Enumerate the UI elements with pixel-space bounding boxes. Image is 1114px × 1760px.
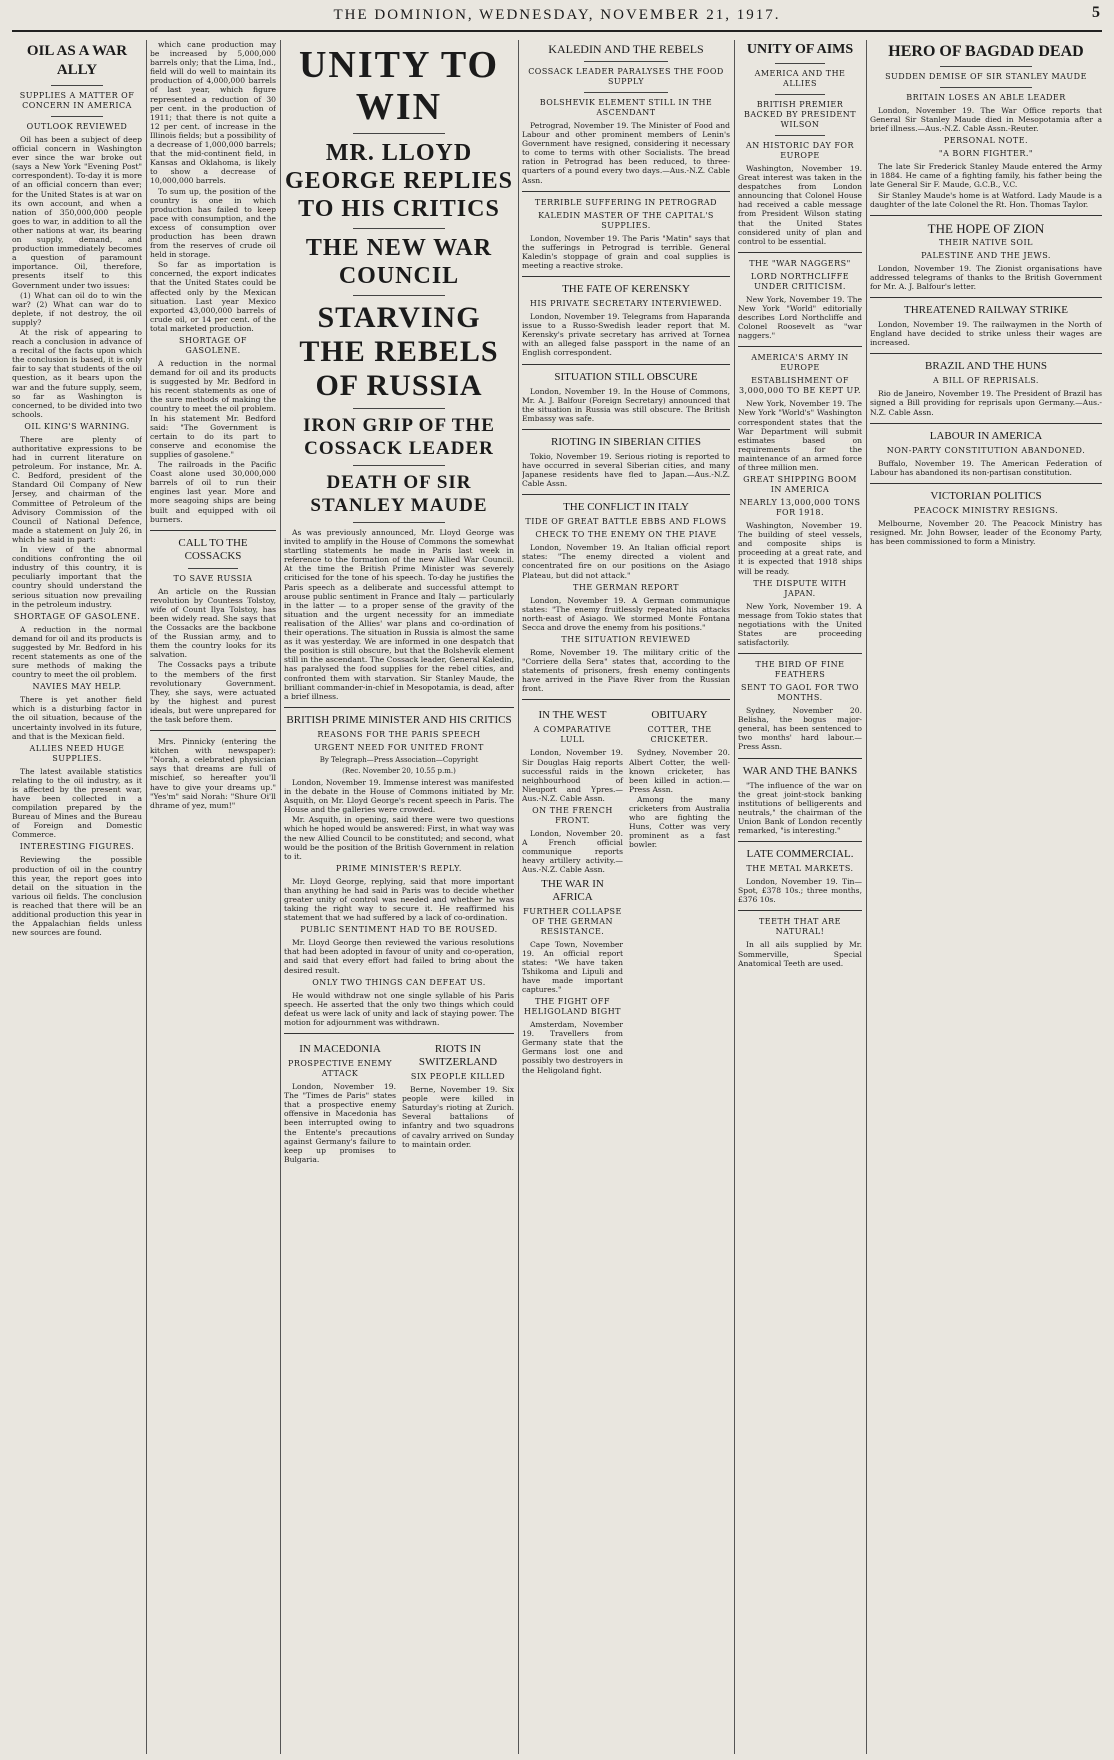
- aims-headline: UNITY OF AIMS: [746, 42, 854, 57]
- pm-headline: BRITISH PRIME MINISTER AND HIS CRITICS: [286, 713, 512, 726]
- column-rule: [146, 40, 147, 1754]
- west-headline: IN THE WEST: [538, 709, 607, 722]
- oil-cont-para: So far as importation is concerned, the export indicates that the United States could be affected only by the Mexican situation. Last year Mexico exported 43,000,000 barrels of crude oil, or 14 per cent. of the total marketed production.: [150, 260, 276, 333]
- swiss-para: Berne, November 19. Six people were killed in Saturday's rioting at Zurich. Several battalions of infantry and two squadrons of cavalry arrived on Sunday to maintain order.: [402, 1085, 514, 1149]
- swiss-brief: [402, 1040, 514, 1165]
- obituary-para: Among the many cricketers from Australia who are fighting the Huns, Cotter was very prominent as a fast bowler.: [629, 794, 730, 850]
- oil-section-head: SHORTAGE OF GASOLENE.: [13, 611, 141, 621]
- main-headline: UNITY TO WIN: [298, 44, 500, 128]
- pm-dateline: (Rec. November 20, 10.55 p.m.): [342, 766, 456, 775]
- column-kaledin: [522, 40, 730, 1754]
- oil-subhead-2: OUTLOOK REVIEWED: [26, 122, 128, 131]
- teeth-ad-headline: TEETH THAT ARE NATURAL!: [758, 917, 842, 937]
- pm-section-head: PUBLIC SENTIMENT HAD TO BE ROUSED.: [300, 925, 498, 935]
- africa-headline: THE WAR IN AFRICA: [541, 877, 604, 903]
- oil-para: At the risk of appearing to reach a conclusion in advance of a recital of the facts upon which the conclusion is based, it is only fair to say that students of the oil question, as it bears upon the war and the future supply, seem, so far as Washington is concerned, to be divided into two schools.: [12, 327, 142, 419]
- victorian-subhead: PEACOCK MINISTRY RESIGNS.: [913, 505, 1059, 515]
- zion-subhead: THEIR NATIVE SOIL: [939, 237, 1033, 247]
- pm-byline: By Telegraph—Press Association—Copyright: [319, 755, 479, 764]
- oil-section-head: NAVIES MAY HELP.: [32, 682, 122, 692]
- labour-subhead: NON-PARTY CONSTITUTION ABANDONED.: [886, 445, 1086, 455]
- petrograd-headline: TERRIBLE SUFFERING IN PETROGRAD: [534, 197, 718, 207]
- oil-para: There is yet another field which is a disturbing factor in the oil situation, because of the uncertainty involved in its future, and that is the Mexican field.: [12, 695, 142, 741]
- aims-para: Washington, November 19. Great interest was taken in the despatches from London announcing that Colonel House had received a cable message from President Wilson stating that the United States considered unity of plan and control to be essential.: [738, 164, 862, 246]
- german-report-head: THE GERMAN REPORT: [573, 582, 679, 592]
- italy-para: London, November 19. An Italian official report states: "The enemy directed a violent and concentrated fire on our positions on the Asiago Plateau, but did not attack.": [522, 543, 730, 580]
- swiss-headline: RIOTS IN SWITZERLAND: [418, 1043, 498, 1069]
- kerensky-para: London, November 19. Telegrams from Haparanda issue to a Russo-Swedish leader report that M. Kerensky's private secretary has arrived at Tornea with an alleged false passport in the name of an English correspondent.: [522, 312, 730, 358]
- masthead: [12, 0, 1102, 32]
- column-rule: [734, 40, 735, 1754]
- column-rule: [518, 40, 519, 1754]
- cossacks-headline: CALL TO THE COSSACKS: [178, 536, 248, 562]
- labour-headline: LABOUR IN AMERICA: [929, 429, 1043, 442]
- lower-briefs: [522, 706, 730, 1075]
- strike-para: London, November 19. The railwaymen in the North of England have decided to strike unless their wages are increased.: [870, 320, 1102, 348]
- masthead-title: THE DOMINION, WEDNESDAY, NOVEMBER 21, 1917.: [333, 6, 781, 23]
- pm-para: Mr. Lloyd George then reviewed the various resolutions that had been adopted in favour of unity and co-operation, and said that every effort had failed to bring about the desired result.: [284, 938, 514, 975]
- heligoland-para: Amsterdam, November 19. Travellers from Germany state that the Germans lost one and possibly two destroyers in the Heligoland fight.: [522, 1020, 623, 1075]
- oil-section-head: ALLIES NEED HUGE SUPPLIES.: [29, 743, 125, 763]
- west-brief: [522, 706, 623, 1075]
- oil-section-head: INTERESTING FIGURES.: [19, 842, 135, 852]
- main-subhead-1: MR. LLOYD GEORGE REPLIES TO HIS CRITICS: [284, 140, 514, 222]
- shipping-para: Washington, November 19. The building of steel vessels, and composite ships is proceeding at a great rate, and it is expected that 1918 ships will be ready.: [738, 521, 862, 576]
- pm-para: Mr. Lloyd George, replying, said that more important than anything he had said in Paris was to decide whether greater unity of control was needed and whether he was taking the right way to secure it. He reaffirmed his statement that we had suffered by a lack of co-ordination.: [284, 876, 514, 923]
- oil-para: In view of the abnormal conditions confronting the oil industry of this country, it is peculiarly important that the country should understand the serious situation now prevailing in the petroleum industry.: [12, 545, 142, 609]
- oil-para: Reviewing the possible production of oil in the country this year, the report goes into detail on the situation in the various oil fields. The conclusion is reached that there will be an additional production this year in the Appalachian fields unless new sources are found.: [12, 855, 142, 938]
- oil-para: The latest available statistics relating to the oil industry, as it is affected by the present war, have been collected in a compilation prepared by the Bureau of Mines and the Bureau of Foreign and Domestic Commerce.: [12, 766, 142, 840]
- obituary-brief: [629, 706, 730, 1075]
- feathers-subhead: SENT TO GAOL FOR TWO MONTHS.: [740, 683, 859, 703]
- personal-head: PERSONAL NOTE.: [943, 136, 1029, 146]
- main-subhead-2: THE NEW WAR COUNCIL: [305, 235, 493, 289]
- oil-para: (1) What can oil do to win the war? (2) What can war do to deplete, if not destroy, the oil supply?: [12, 290, 142, 327]
- oil-headline: OIL AS A WAR ALLY: [26, 43, 128, 78]
- banks-headline: WAR AND THE BANKS: [742, 764, 858, 777]
- french-para: London, November 20. A French official communique reports heavy artillery activity.—Aus.-N.Z. Cable Assn.: [522, 829, 623, 875]
- macedonia-subhead: PROSPECTIVE ENEMY ATTACK: [287, 1059, 393, 1079]
- feathers-headline: THE BIRD OF FINE FEATHERS: [755, 660, 845, 680]
- army-para: New York, November 19. The New York "World's" Washington correspondent states that the War Department will submit estimates based on requirements for the maintenance of an armed force of three million men.: [738, 399, 862, 472]
- zion-headline: THE HOPE OF ZION: [927, 220, 1045, 236]
- siberia-para: Tokio, November 19. Serious rioting is reported to have occurred in several Siberian cities, and many Japanese residents have fled to Japan.—Aus.-N.Z. Cable Assn.: [522, 451, 730, 489]
- teeth-ad-para: In all ails supplied by Mr. Sommerville, Special Anatomical Teeth are used.: [738, 940, 862, 968]
- banks-para: "The influence of the war on the great joint-stock banking institutions of belligerents and neutrals," the chairman of the Union Bank of London recently remarked, "is interesting.": [738, 780, 862, 836]
- bagdad-headline: HERO OF BAGDAD DEAD: [888, 43, 1084, 60]
- brazil-subhead: A BILL OF REPRISALS.: [933, 376, 1039, 386]
- feathers-para: Sydney, November 20. Belisha, the bogus major-general, has been sentenced to two months' hard labour.—Press Assn.: [738, 706, 862, 752]
- main-subhead-5: DEATH OF SIR STANLEY MAUDE: [310, 472, 488, 516]
- italy-subhead-2: CHECK TO THE ENEMY ON THE PIAVE: [535, 530, 717, 540]
- heligoland-head: THE FIGHT OFF HELIGOLAND BIGHT: [523, 997, 622, 1017]
- bagdad-subhead-2: BRITAIN LOSES AN ABLE LEADER: [906, 93, 1066, 102]
- labour-para: Buffalo, November 19. The American Federation of Labour has abandoned its non-partisan constitution.: [870, 458, 1102, 477]
- oil-para: There are plenty of authoritative expressions to be had in current literature on petroleum. For instance, Mr. A. C. Bedford, president of the Standard Oil Company of New Jersey, and chairman of the Committee of Petroleum of the Advisory Commission of the Council of National Defence, made a statement on July 26, in which he said in part:: [12, 434, 142, 544]
- oil-cont-section-head: SHORTAGE OF GASOLENE.: [179, 336, 247, 355]
- oil-cont-para: To sum up, the position of the country is one in which production has failed to keep pace with consumption, and the excess of consumption over production has been drawn from the reserves of crude oil held in storage.: [150, 186, 276, 260]
- oil-cont-para: which cane production may be increased by 5,000,000 barrels only; that the Lima, Ind., field will do well to maintain its production of 4,000,000 barrels of last year, which figure represented a reduction of 30 per cent. in the production of 1911; that there is not quite a 12 per cent. of increase in the Illinois fields; but a possibility of a decrease of 1,000,000 barrels; that the mid-continent field, in Kansas and Oklahoma, is likely to show a decrease of 10,000,000 barrels.: [150, 40, 276, 186]
- column-rule: [866, 40, 867, 1754]
- petrograd-subhead: KALEDIN MASTER OF THE CAPITAL'S SUPPLIES.: [538, 210, 714, 230]
- oil-section-head: OIL KING'S WARNING.: [24, 421, 130, 431]
- brazil-para: Rio de Janeiro, November 19. The President of Brazil has signed a Bill providing for reprisals upon Germany.—Aus.-N.Z. Cable Assn.: [870, 389, 1102, 417]
- bagdad-para: Sir Stanley Maude's home is at Watford. Lady Maude is a daughter of the late Colonel the Rt. Hon. Thomas Taylor.: [870, 190, 1102, 209]
- obituary-subhead: COTTER, THE CRICKETER.: [647, 725, 712, 745]
- pm-subhead-2: URGENT NEED FOR UNITED FRONT: [314, 742, 484, 752]
- aims-subhead-2: BRITISH PREMIER BACKED BY PRESIDENT WILSON: [743, 100, 857, 129]
- swiss-subhead: SIX PEOPLE KILLED: [410, 1072, 506, 1082]
- pm-para: He would withdraw not one single syllable of his Paris speech. He asserted that the only two things which could defeat us were lack of unity and lack of staying power. The motion for adjournment was withdrawn.: [284, 990, 514, 1027]
- cossacks-subhead: TO SAVE RUSSIA: [173, 573, 253, 583]
- petrograd-para: London, November 19. The Paris "Matin" says that the sufferings in Petrograd is terrible. General Kaledin's stoppage of grain and coal supplies is meeting a reactive stroke.: [522, 233, 730, 270]
- italy-para: Rome, November 19. The military critic of the "Corriere della Sera" states that, according to the statements of prisoners, fresh enemy contingents have arrived in the Piave River from the Russian front.: [522, 648, 730, 694]
- west-para: London, November 19. Sir Douglas Haig reports successful raids in the neighbourhood of Nieuport and Ypres.—Aus.-N.Z. Cable Assn.: [522, 748, 623, 803]
- main-subhead-3: STARVING THE REBELS OF RUSSIA: [299, 301, 499, 402]
- commercial-para: London, November 19. Tin—Spot, £378 10s.; three months, £376 10s.: [738, 877, 862, 905]
- personal-subhead: "A BORN FIGHTER.": [938, 149, 1034, 159]
- oil-para: Oil has been a subject of deep official concern in Washington ever since the war broke out (says a New York "Evening Post" correspondent). To-day it is more of an official concern than ever; for the United States is at war on its own account, and when a nation of 350,000,000 people goes to war, in addition to all the other nations at war, its bearing on supply, demand, and production immediately becomes a question of paramount importance. Oil, therefore, presents itself to this Government under two issues:: [12, 135, 142, 290]
- victorian-para: Melbourne, November 20. The Peacock Ministry has resigned. Mr. John Bowser, leader of the Economy Party, has been commissioned to form a Ministry.: [870, 518, 1102, 546]
- page-number: 5: [1092, 4, 1100, 21]
- brazil-headline: BRAZIL AND THE HUNS: [925, 360, 1047, 373]
- kaledin-subhead-2: BOLSHEVIK ELEMENT STILL IN THE ASCENDANT: [539, 98, 713, 117]
- obituary-headline: OBITUARY: [651, 709, 708, 722]
- italy-headline: THE CONFLICT IN ITALY: [563, 501, 689, 514]
- siberia-headline: RIOTING IN SIBERIAN CITIES: [550, 435, 701, 448]
- pm-section-head: ONLY TWO THINGS CAN DEFEAT US.: [312, 977, 486, 987]
- pm-subhead: REASONS FOR THE PARIS SPEECH: [317, 729, 481, 739]
- obituary-para: Sydney, November 20. Albert Cotter, the well-known cricketer, has been killed in action.—Press Assn.: [629, 748, 730, 794]
- naggers-headline: THE "WAR NAGGERS": [749, 258, 851, 268]
- cossacks-para: The Cossacks pays a tribute to the members of the first revolutionary Government. They, she says, were actuated by the highest and purest ideals, but were unprepared for the task before them.: [150, 660, 276, 724]
- naggers-subhead: LORD NORTHCLIFFE UNDER CRITICISM.: [750, 271, 850, 291]
- kaledin-subhead: COSSACK LEADER PARALYSES THE FOOD SUPPLY: [528, 67, 724, 86]
- pm-section-head: PRIME MINISTER'S REPLY.: [336, 863, 462, 873]
- macedonia-headline: IN MACEDONIA: [299, 1043, 381, 1056]
- commercial-subhead: THE METAL MARKETS.: [746, 864, 854, 874]
- bagdad-para: London, November 19. The War Office reports that General Sir Stanley Maude died in Mesopotamia after a brief illness.—Aus.-N.Z. Cable Assn.-Reuter.: [870, 106, 1102, 134]
- japan-headline: THE DISPUTE WITH JAPAN.: [753, 578, 847, 598]
- naggers-para: New York, November 19. The New York "World" editorially describes Lord Northcliffe and Colonel Roosevelt as "war naggers.": [738, 294, 862, 341]
- japan-para: New York, November 19. A message from Tokio states that negotiations with the United States are proceeding satisfactorily.: [738, 601, 862, 647]
- french-head: ON THE FRENCH FRONT.: [532, 806, 613, 826]
- west-subhead: A COMPARATIVE LULL: [533, 725, 612, 745]
- column-rule: [280, 40, 281, 1754]
- kaledin-headline: KALEDIN AND THE REBELS: [548, 42, 704, 56]
- humour-para: Mrs. Pinnicky (entering the kitchen with newspaper): "Norah, a celebrated physician says that dreams are full of mischief, so hereafter you'll have to give your dreams up." "Yes'm" said Norah: "Shure Oi'll dhrame of yez, mum!": [150, 737, 276, 810]
- pm-para: Mr. Asquith, in opening, said there were two questions which he hoped would be answered: First, in what way was the new Allied Council to be constituted; and second, what would be the position of the British Government in relation to it.: [284, 815, 514, 861]
- army-headline: AMERICA'S ARMY IN EUROPE: [751, 353, 849, 373]
- shipping-subhead: NEARLY 13,000,000 TONS FOR 1918.: [739, 498, 861, 518]
- oil-cont-para: The railroads in the Pacific Coast alone used 30,000,000 barrels of oil to run their engines last year. More and more seagoing ships are being built and equipped with oil burners.: [150, 460, 276, 524]
- bagdad-para: The late Sir Frederick Stanley Maude entered the Army in 1884. He came of a fighting family, his father being the late General Sir F. Maude, G.C.B., V.C.: [870, 162, 1102, 190]
- strike-headline: THREATENED RAILWAY STRIKE: [904, 304, 1068, 317]
- main-subhead-4: IRON GRIP OF THE COSSACK LEADER: [303, 415, 495, 459]
- column-oil: [12, 40, 142, 1754]
- obscure-para: London, November 19. In the House of Commons, Mr. A. J. Balfour (Foreign Secretary) announced that the situation in Russia was still obscure. The British Embassy was safe.: [522, 386, 730, 423]
- macedonia-brief: [284, 1040, 396, 1165]
- column-unity-of-aims: [738, 40, 862, 1754]
- kaledin-para: Petrograd, November 19. The Minister of Food and Labour and other prominent members of Lenin's Government have resigned, considering it necessary to come to terms with other Socialists. The bread ration in Petrograd has been reduced, to three-quarters of a pound every two days.—Aus.-N.Z. Cable Assn.: [522, 121, 730, 185]
- cossacks-para: An article on the Russian revolution by Countess Tolstoy, wife of Count Ilya Tolstoy, has been widely read. She says that the Cossacks are the backbone of the Russian army, and to them the country looks for its salvation.: [150, 586, 276, 660]
- column-unity-to-win: [284, 40, 514, 1754]
- bagdad-subhead: SUDDEN DEMISE OF SIR STANLEY MAUDE: [885, 72, 1087, 81]
- commercial-headline: LATE COMMERCIAL.: [746, 848, 854, 861]
- column-oil-continued: [150, 40, 276, 1754]
- italy-subhead: TIDE OF GREAT BATTLE EBBS AND FLOWS: [525, 517, 727, 527]
- pm-para: London, November 19. Immense interest was manifested in the debate in the House of Commons initiated by Mr. Asquith, on Mr. Lloyd George's recent speech in Paris. The House and the galleries were crowded.: [284, 777, 514, 815]
- zion-para: London, November 19. The Zionist organisations have addressed telegrams of thanks to the British Government for Mr. A. J. Balfour's letter.: [870, 263, 1102, 291]
- italy-para: London, November 19. A German communique states: "The enemy fruitlessly repeated his attacks north-east of Asiago. We stormed Monte Fontana Secca and drove the enemy from his positions.": [522, 595, 730, 632]
- africa-subhead: FURTHER COLLAPSE OF THE GERMAN RESISTANCE.: [523, 906, 622, 936]
- oil-subhead: SUPPLIES A MATTER OF CONCERN IN AMERICA: [19, 91, 135, 110]
- macedonia-para: London, November 19. The "Times de Paris" states that a prospective enemy offensive in Macedonia has been interrupted owing to the Entente's precautions against Germany's failure to keep up promises to Bulgaria.: [284, 1082, 396, 1164]
- army-subhead: ESTABLISHMENT OF 3,000,000 TO BE KEPT UP.: [738, 376, 862, 396]
- column-bagdad: [870, 40, 1102, 1754]
- kerensky-headline: THE FATE OF KERENSKY: [562, 283, 690, 296]
- victorian-headline: VICTORIAN POLITICS: [930, 489, 1042, 502]
- kerensky-subhead: HIS PRIVATE SECRETARY INTERVIEWED.: [529, 299, 723, 309]
- aims-subhead: AMERICA AND THE ALLIES: [754, 69, 846, 88]
- main-lead-para: As was previously announced, Mr. Lloyd George was invited to amplify in the House of Commons the somewhat startling statements he made in Paris last week in reference to the formation of the new Allied War Council. At the time the British Prime Minister was severely criticised for the tone of his speech. To-day he justifies the Paris speech as a deliberate and successful attempt to arouse public sentiment in France and Italy — particularly in the latter — to a proper sense of the gravity of the situation and the urgent necessity for an immediate realisation of the Allies' war plans and co-ordination of their operations. The situation in Russia is almost the same as it was yesterday. We are informed in one despatch that the position is still obscure, but that the Bolshevik element still in the ascendant. The Cossack leader, General Kaledin, has paralysed the food supplies for the rebel cities, and confronted them with starvation. Sir Stanley Maude, the brilliant commander-in-chief in Mesopotamia, is dead, after a brief illness.: [284, 528, 514, 701]
- africa-para: Cape Town, November 19. An official report states: "We have taken Tshikoma and Lipuli and have made important captures.": [522, 939, 623, 994]
- bottom-briefs: [284, 1040, 514, 1165]
- aims-subhead-3: AN HISTORIC DAY FOR EUROPE: [745, 141, 854, 160]
- shipping-headline: GREAT SHIPPING BOOM IN AMERICA: [743, 475, 857, 495]
- oil-cont-para: A reduction in the normal demand for oil and its products is suggested by Mr. Bedford in his recent statements as one of the sure methods of making the country to meet the oil problem. In his statement Mr. Bedford said: "The Government is certain to do its part to conserve and economise the supplies of gasolene.": [150, 359, 276, 459]
- zion-subhead-2: PALESTINE AND THE JEWS.: [921, 250, 1051, 260]
- obscure-headline: SITUATION STILL OBSCURE: [554, 370, 698, 383]
- situation-head: THE SITUATION REVIEWED: [561, 635, 691, 644]
- oil-para: A reduction in the normal demand for oil and its products is suggested by Mr. Bedford in his recent statements as one of the sure methods of making the country to meet the oil problem.: [12, 624, 142, 680]
